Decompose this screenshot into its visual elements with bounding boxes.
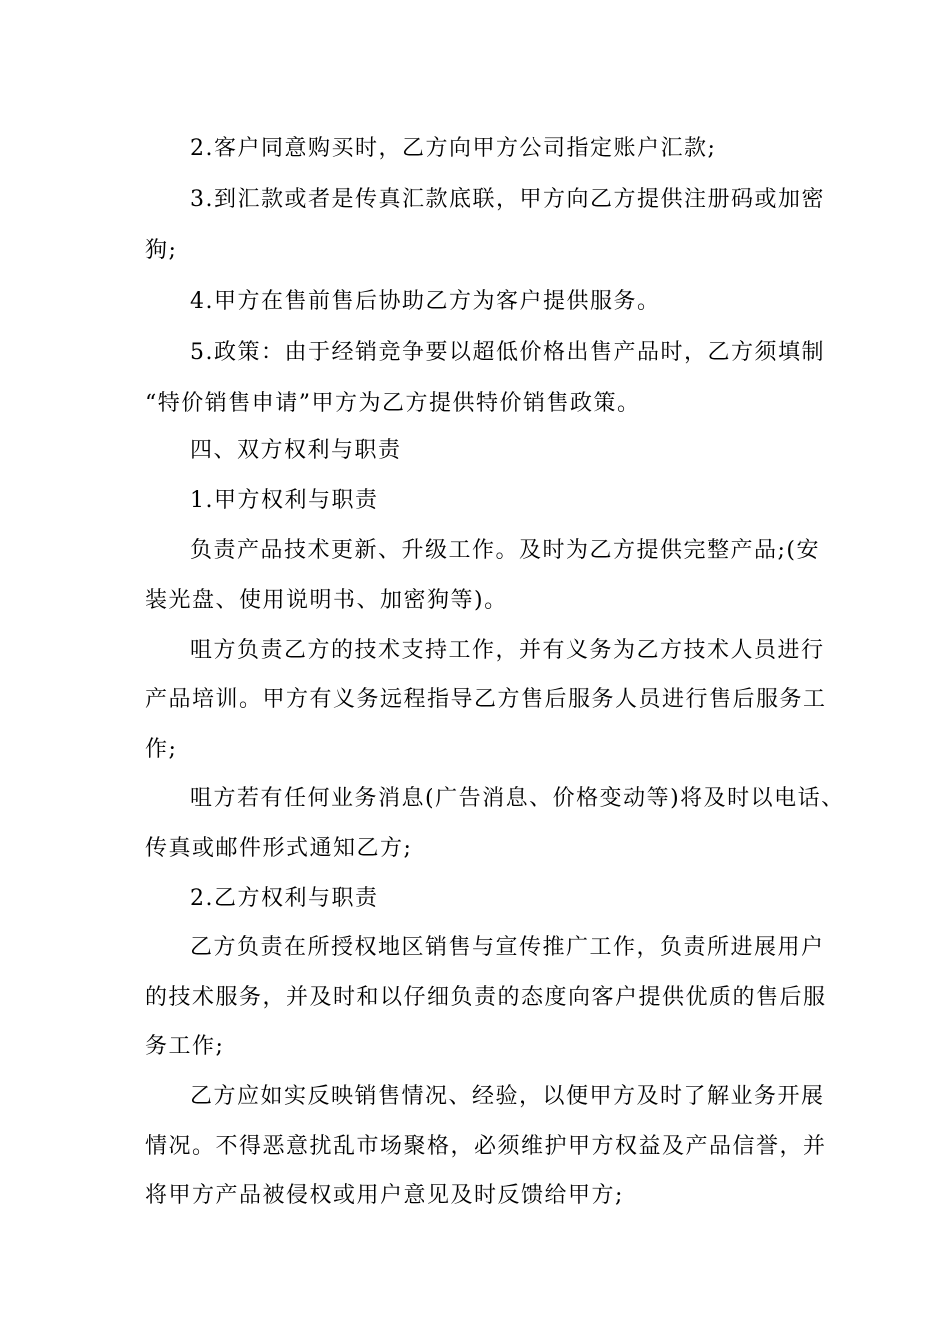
paragraph-line: 5.政策：由于经销竞争要以超低价格出售产品时，乙方须填制 xyxy=(190,340,825,365)
paragraph-line: 作; xyxy=(145,737,178,762)
paragraph-line: 咀方负责乙方的技术支持工作，并有义务为乙方技术人员进行 xyxy=(190,638,825,663)
paragraph-line: 3.到汇款或者是传真汇款底联，甲方向乙方提供注册码或加密 xyxy=(190,187,825,212)
subsection-heading: 2.乙方权利与职责 xyxy=(190,886,379,911)
paragraph-line: 情况。不得恶意扰乱市场聚格，必须维护甲方权益及产品信誉，并 xyxy=(145,1134,827,1159)
paragraph-line: 产品培训。甲方有义务远程指导乙方售后服务人员进行售后服务工 xyxy=(145,687,827,712)
paragraph-line: “特价销售申请”甲方为乙方提供特价销售政策。 xyxy=(145,391,641,416)
paragraph-line: 2.客户同意购买时，乙方向甲方公司指定账户汇款; xyxy=(190,136,717,161)
paragraph-line: 负责产品技术更新、升级工作。及时为乙方提供完整产品;(安 xyxy=(190,538,820,563)
paragraph-line: 装光盘、使用说明书、加密狗等)。 xyxy=(145,588,508,613)
paragraph-line: 咀方若有任何业务消息(广告消息、价格变动等)将及时以电话、 xyxy=(190,786,845,811)
section-heading: 四、双方权利与职责 xyxy=(190,438,402,463)
paragraph-line: 狗; xyxy=(145,238,178,263)
paragraph-line: 的技术服务，并及时和以仔细负责的态度向客户提供优质的售后服 xyxy=(145,985,827,1010)
paragraph-line: 将甲方产品被侵权或用户意见及时反馈给甲方; xyxy=(145,1183,624,1208)
paragraph-line: 乙方负责在所授权地区销售与宣传推广工作，负责所进展用户 xyxy=(190,935,825,960)
subsection-heading: 1.甲方权利与职责 xyxy=(190,488,379,513)
paragraph-line: 务工作; xyxy=(145,1034,225,1059)
paragraph-line: 4.甲方在售前售后协助乙方为客户提供服务。 xyxy=(190,289,661,314)
paragraph-line: 传真或邮件形式通知乙方; xyxy=(145,836,413,861)
paragraph-line: 乙方应如实反映销售情况、经验，以便甲方及时了解业务开展 xyxy=(190,1084,825,1109)
